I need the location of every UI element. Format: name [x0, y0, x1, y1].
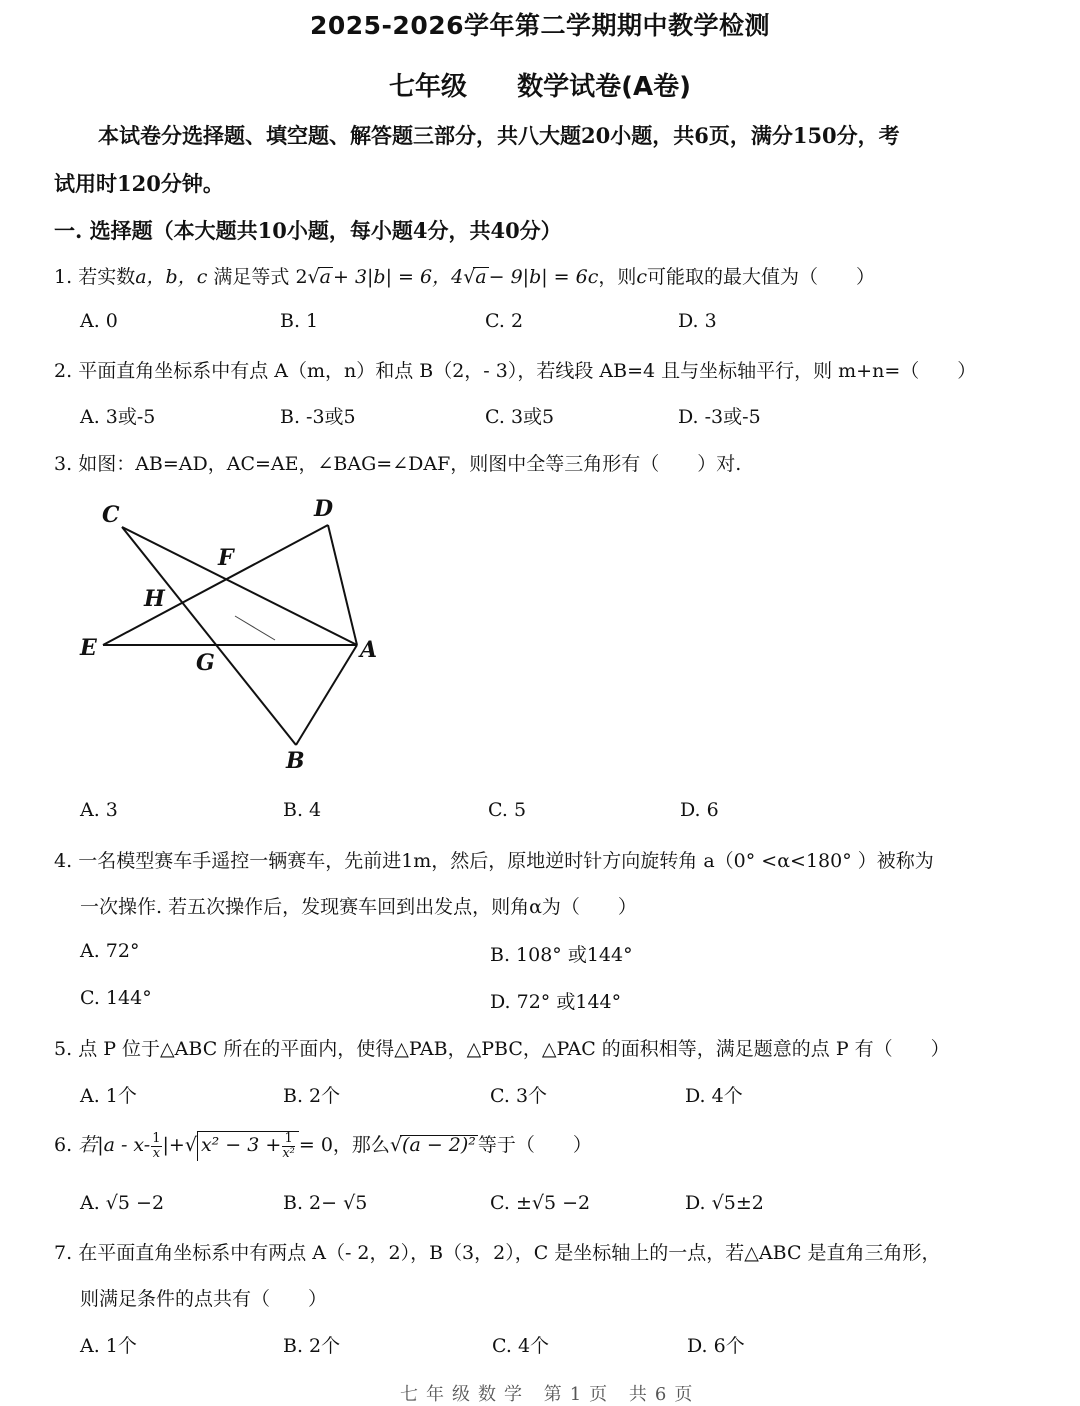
q5-option-a[interactable]: A. 1个	[80, 1085, 137, 1107]
question-6: 6. 若|a - x- $\frac{1}{x}$ |+√ x² − 3 + $\frac{1}{\text{x²}}$ = 0，那么√(a − 2)² 等于（ ）	[54, 1130, 592, 1161]
q5-option-d[interactable]: D. 4个	[685, 1085, 743, 1107]
q6-option-c[interactable]: C. ±√5 −2	[490, 1192, 591, 1214]
question-number: 3.	[54, 453, 73, 475]
q6-text-c: = 0，那么	[298, 1134, 390, 1156]
q3-option-c[interactable]: C. 5	[488, 799, 527, 821]
q6-text-b: |+	[162, 1134, 185, 1156]
q7-option-d[interactable]: D. 6个	[687, 1335, 745, 1357]
q6-option-b[interactable]: B. 2− √5	[283, 1192, 368, 1214]
q5-option-c[interactable]: C. 3个	[490, 1085, 548, 1107]
q1-text-c: ，则	[598, 266, 637, 288]
label-D: D	[314, 496, 334, 522]
q7-option-a[interactable]: A. 1个	[80, 1335, 137, 1357]
label-B: B	[286, 748, 305, 774]
q1-text-d: 可能取的最大值为（ ）	[647, 266, 876, 288]
q4-option-b[interactable]: B. 108° 或144°	[490, 944, 633, 966]
label-A: A	[360, 637, 378, 663]
segment-DA	[328, 525, 357, 645]
exam-subtitle	[0, 66, 1080, 103]
grade-label: 七年级	[389, 72, 468, 102]
q5-option-b[interactable]: B. 2个	[283, 1085, 341, 1107]
q3-option-b[interactable]: B. 4	[283, 799, 322, 821]
label-H: H	[144, 586, 165, 612]
q2-option-a[interactable]: A. 3或-5	[80, 406, 156, 428]
question-2	[54, 356, 976, 383]
q1-var-c: c	[636, 266, 648, 288]
scan-mark	[235, 616, 275, 640]
q1-option-a[interactable]: A. 0	[80, 310, 118, 332]
question-number: 2.	[54, 360, 73, 382]
label-C: C	[102, 502, 120, 528]
page-footer: 七年级数学 第1页 共6页	[400, 1384, 701, 1405]
question-4-line-2: 一次操作. 若五次操作后，发现赛车回到出发点，则角α为（ ）	[80, 896, 637, 918]
q7-option-c[interactable]: C. 4个	[492, 1335, 550, 1357]
q1-option-c[interactable]: C. 2	[485, 310, 524, 332]
label-G: G	[196, 650, 215, 676]
q1-eq2-radicand: a	[475, 266, 487, 288]
subject-label: 数学试卷(A卷)	[517, 72, 691, 102]
q1-option-d[interactable]: D. 3	[678, 310, 717, 332]
segment-AB	[296, 645, 357, 745]
intro-line-1: 本试卷分选择题、填空题、解答题三部分，共八大题20小题，共6页，满分150分，考	[98, 123, 900, 148]
question-4-line-1	[54, 846, 934, 873]
question-1: 1. 若实数a，b，c 满足等式 2√a + 3|b| = 6，4√a − 9|b| = 6c，则c可能取的最大值为（ ）	[54, 266, 876, 288]
q3-geometry-figure	[70, 490, 400, 780]
q1-eq2-rest: − 9|b| = 6c	[488, 266, 599, 288]
q4-text-1: 一名模型赛车手遥控一辆赛车，先前进1m，然后，原地逆时针方向旋转角 a（0° <α<180° ）被称为	[78, 850, 934, 872]
exam-title: 2025-2026学年第二学期期中教学检测	[309, 11, 771, 40]
question-number: 5.	[54, 1038, 73, 1060]
q6-fraction-1: $\frac{1}{x}$	[152, 1130, 161, 1161]
q1-eq1-coef: 2	[295, 266, 308, 288]
question-7-line-1	[54, 1238, 941, 1265]
question-number: 7.	[54, 1242, 73, 1264]
label-F: F	[218, 545, 234, 571]
label-E: E	[80, 635, 97, 661]
q3-option-d[interactable]: D. 6	[680, 799, 719, 821]
question-number: 4.	[54, 850, 73, 872]
q7-text-1: 在平面直角坐标系中有两点 A（- 2，2），B（3，2），C 是坐标轴上的一点，若△ABC 是直角三角形，	[78, 1242, 941, 1264]
q2-option-b[interactable]: B. -3或5	[280, 406, 356, 428]
segment-ED	[103, 525, 328, 645]
q6-fraction-2: $\frac{1}{\text{x²}}$	[282, 1131, 295, 1161]
q4-option-d[interactable]: D. 72° 或144°	[490, 991, 622, 1013]
q1-vars: a，b，c	[135, 266, 208, 288]
question-7-line-2: 则满足条件的点共有（ ）	[80, 1288, 328, 1310]
question-5	[54, 1034, 950, 1061]
q1-text-a: 若实数	[78, 266, 136, 288]
q5-text: 点 P 位于△ABC 所在的平面内，使得△PAB，△PBC，△PAC 的面积相等，满足题意的点 P 有（ ）	[78, 1038, 950, 1060]
q6-option-d[interactable]: D. √5±2	[685, 1192, 764, 1214]
q3-option-a[interactable]: A. 3	[80, 799, 118, 821]
question-number: 6.	[54, 1134, 73, 1156]
q1-eq1-radicand: a	[319, 266, 331, 288]
q3-text: 如图：AB=AD，AC=AE，∠BAG=∠DAF，则图中全等三角形有（ ）对.	[78, 453, 742, 475]
intro-line-2: 试用时120分钟。	[54, 171, 224, 196]
q2-option-c[interactable]: C. 3或5	[485, 406, 555, 428]
q4-option-c[interactable]: C. 144°	[80, 987, 152, 1009]
segment-CB	[122, 527, 296, 745]
q6-radical-2: (a − 2)²	[402, 1134, 476, 1156]
question-3	[54, 449, 741, 476]
q1-option-b[interactable]: B. 1	[280, 310, 319, 332]
q1-text-b: 满足等式	[213, 266, 290, 288]
q2-text: 平面直角坐标系中有点 A（m，n）和点 B（2，- 3），若线段 AB=4 且与坐标轴平行，则 m+n=（ ）	[78, 360, 977, 382]
q6-radical-1: x² − 3 + $\frac{1}{\text{x²}}$	[197, 1131, 299, 1160]
q1-eq1-rest: + 3|b| = 6，4	[332, 266, 464, 288]
q6-option-a[interactable]: A. √5 −2	[80, 1192, 165, 1214]
q6-text-a: 若|a - x-	[78, 1134, 151, 1156]
q6-text-d: 等于（ ）	[477, 1134, 592, 1156]
section-heading: 一. 选择题（本大题共10小题，每小题4分，共40分）	[54, 218, 562, 243]
q2-option-d[interactable]: D. -3或-5	[678, 406, 761, 428]
q4-option-a[interactable]: A. 72°	[80, 940, 140, 962]
question-number: 1.	[54, 266, 73, 288]
q7-option-b[interactable]: B. 2个	[283, 1335, 341, 1357]
